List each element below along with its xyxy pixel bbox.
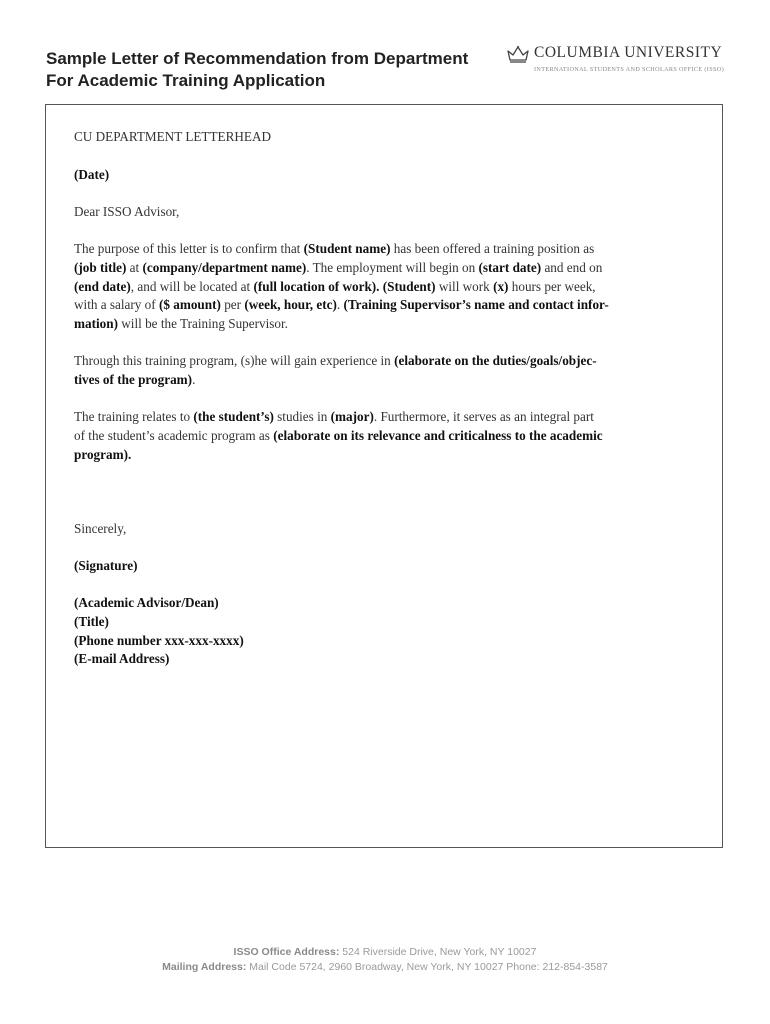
date-placeholder: (Date) bbox=[74, 167, 110, 182]
logo-name: COLUMBIA UNIVERSITY bbox=[534, 44, 723, 61]
title-placeholder: (Title) bbox=[74, 613, 109, 629]
closing: Sincerely, bbox=[74, 521, 127, 536]
title-line-1: Sample Letter of Recommendation from Department bbox=[46, 49, 469, 68]
columbia-logo bbox=[506, 45, 726, 79]
footer-office-address: ISSO Office Address: 524 Riverside Drive, New York, NY 10027 bbox=[233, 946, 537, 958]
logo-subtitle: INTERNATIONAL STUDENTS AND SCHOLARS OFFICE (ISSO) bbox=[534, 66, 725, 73]
paragraph-1: The purpose of this letter is to confirm that (Student name) has been offered a training position as (job title) at (company/department name). The employment will begin on (start date) and end on (end date), and will be located at (full location of work). (Student) will work (x) hours per week, with a salary of ($ amount) per (week, hour, etc). (Training Supervisor’s name and contact infor- mation) will be the Training Supervisor. bbox=[74, 241, 609, 332]
paragraph-2: Through this training program, (s)he will gain experience in (elaborate on the duties/goals/objec- tives of the program). bbox=[74, 353, 597, 387]
signatory-block bbox=[74, 594, 694, 669]
document-title bbox=[46, 48, 468, 92]
email-placeholder: (E-mail Address) bbox=[74, 651, 170, 667]
phone-placeholder: (Phone number xxx-xxx-xxxx) bbox=[74, 632, 244, 648]
advisor-placeholder: (Academic Advisor/Dean) bbox=[74, 595, 219, 610]
salutation: Dear ISSO Advisor, bbox=[74, 204, 180, 219]
paragraph-3: The training relates to (the student’s) studies in (major). Furthermore, it serves as an integral part of the student’s academic program as (elaborate on its relevance and criticalness to the academic program). bbox=[74, 409, 603, 462]
letterhead: CU DEPARTMENT LETTERHEAD bbox=[74, 129, 272, 144]
crown-icon bbox=[506, 45, 530, 63]
title-line-2: For Academic Training Application bbox=[46, 71, 326, 90]
signature-placeholder: (Signature) bbox=[74, 558, 138, 573]
footer-mailing-address: Mailing Address: Mail Code 5724, 2960 Broadway, New York, NY 10027 Phone: 212-854-3587 bbox=[162, 961, 608, 973]
